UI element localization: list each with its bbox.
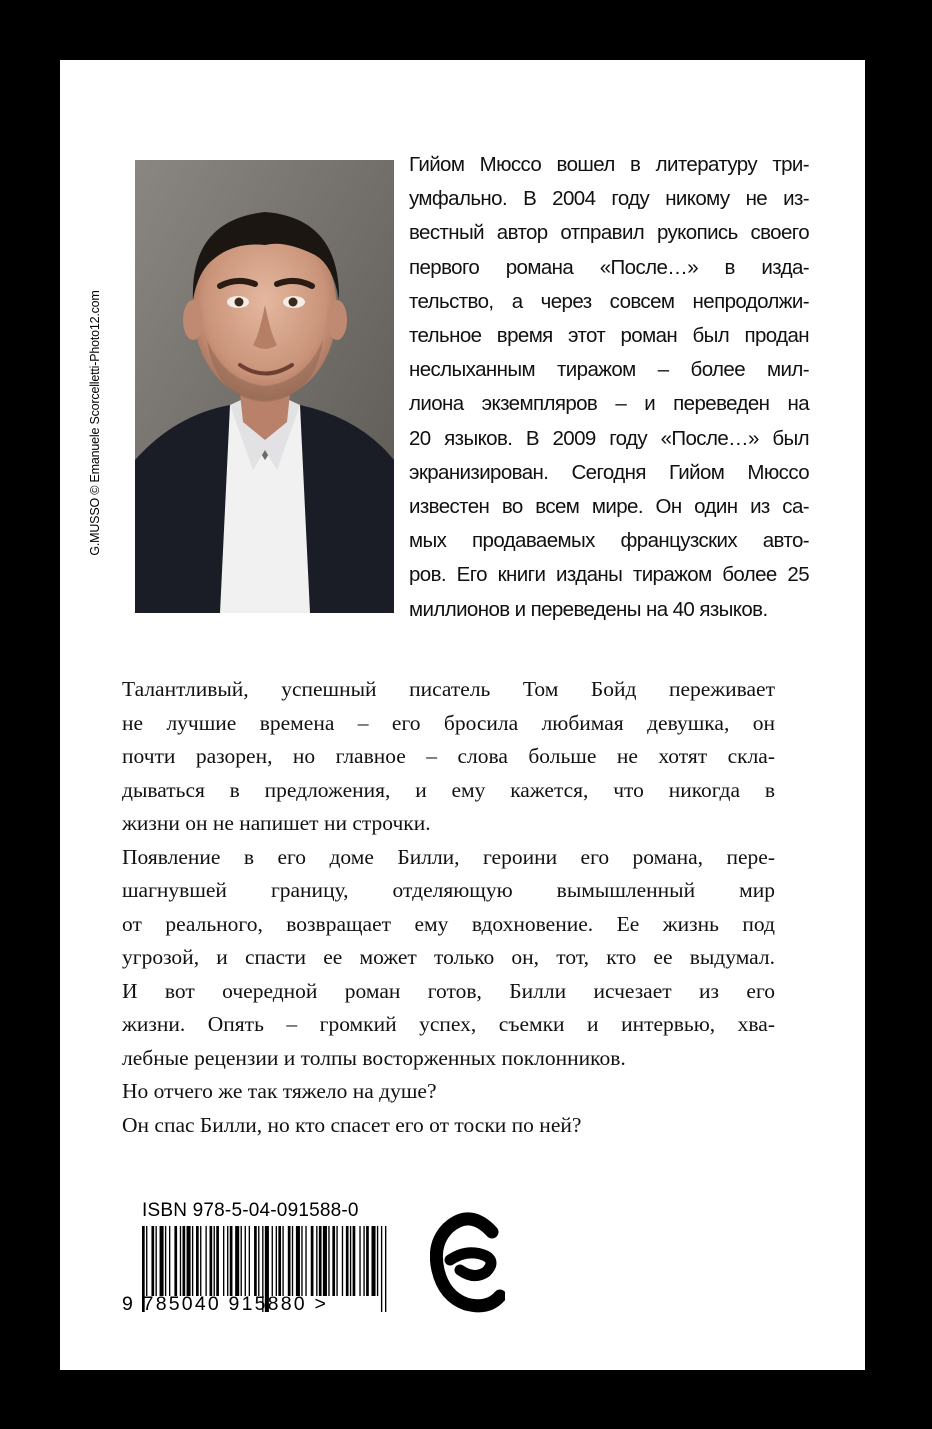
author-bio [409, 148, 809, 627]
summary-line: почти разорен, но главное – слова больше не хотят скла- [122, 744, 775, 768]
barcode-bar [377, 1226, 378, 1296]
back-cover [60, 60, 865, 1370]
bio-line: Гийом Мюссо вошел в литературу три- [409, 153, 809, 176]
summary-line: жизни. Опять – громкий успех, съемки и интервью, хва- [122, 1012, 775, 1036]
summary-line: жизни он не напишет ни строчки. [122, 811, 431, 835]
summary-line: лебные рецензии и толпы восторженных поклонников. [122, 1045, 626, 1070]
barcode-bar [245, 1226, 246, 1296]
barcode-bar [272, 1226, 273, 1296]
barcode-bar [381, 1226, 382, 1312]
barcode-bar [278, 1226, 281, 1296]
bio-line: ров. Его книги изданы тиражом более 25 [409, 563, 809, 587]
barcode-bar [187, 1226, 191, 1296]
bio-line: неслыханным тиражом – более мил- [409, 358, 809, 382]
summary-line: от реального, возвращает ему вдохновение. Ее жизнь под [122, 911, 775, 936]
barcode-bar [276, 1226, 277, 1296]
barcode-bar [316, 1226, 317, 1296]
barcode-bar [359, 1226, 360, 1296]
barcode-bar [366, 1226, 369, 1296]
barcode-bar [346, 1226, 349, 1296]
barcode-bar [342, 1226, 343, 1296]
barcode-bar [156, 1226, 157, 1296]
barcode-bar [227, 1226, 228, 1296]
barcode-bar [288, 1226, 291, 1296]
barcode-bar [323, 1226, 327, 1296]
barcode-bar [332, 1226, 335, 1296]
barcode-bar [165, 1226, 166, 1296]
barcode-bar [216, 1226, 219, 1296]
barcode-bar [210, 1226, 213, 1296]
barcode-bar [235, 1226, 239, 1296]
summary-line: Он спас Билли, но кто спасет его от тоски по ней? [122, 1112, 582, 1137]
isbn-label: ISBN 978-5-04-091588-0 [142, 1200, 359, 1221]
summary-line: Появление в его доме Билли, героини его романа, пере- [122, 844, 775, 869]
summary-line: дываться в предложения, и ему кажется, что никогда в [122, 777, 775, 802]
barcode-bar [296, 1226, 300, 1296]
barcode-bar [328, 1226, 329, 1296]
barcode-bar [183, 1226, 186, 1296]
barcode-bar [160, 1226, 164, 1296]
summary-line: Но отчего же так тяжело на душе? [122, 1079, 437, 1103]
barcode-bar [192, 1226, 193, 1296]
barcode-bar [151, 1226, 154, 1296]
summary-line: угрозой, и спасти ее может только он, тот, кто ее выдумал. [122, 945, 775, 969]
barcode-bar [350, 1226, 351, 1296]
barcode-bar [258, 1226, 259, 1296]
author-photo [135, 160, 394, 613]
barcode-digits: 9 785040 915880 > [122, 1293, 329, 1315]
barcode-bar [174, 1226, 177, 1296]
barcode-bar [372, 1226, 376, 1296]
barcode-bar [200, 1226, 201, 1296]
barcode-bar [311, 1226, 314, 1296]
bio-line: умфально. В 2004 году никому не из- [409, 187, 809, 211]
bio-line: тельство, а через совсем непродолжи- [409, 289, 809, 313]
barcode-bar [353, 1226, 356, 1296]
barcode-bar [169, 1226, 170, 1296]
barcode-bar [146, 1226, 147, 1296]
barcode-bar [363, 1226, 364, 1296]
barcode-bar [282, 1226, 283, 1296]
summary-line: шагнувшей границу, отделяющую вымышленный мир [122, 878, 775, 902]
photo-credit [86, 230, 104, 615]
eksmo-logo-icon [430, 1210, 505, 1320]
bio-line: мых продаваемых французских авто- [409, 529, 809, 553]
summary-line: Талантливый, успешный писатель Том Бойд переживает [122, 677, 775, 701]
summary-line: И вот очередной роман готов, Билли исчезает из его [122, 978, 775, 1003]
bio-line: известен во всем мире. Он один из са- [409, 495, 809, 519]
bio-line: первого романа «После…» в изда- [409, 255, 809, 279]
bio-line: миллионов и переведены на 40 языков. [409, 597, 768, 621]
bio-line: вестный автор отправил рукопись своего [409, 221, 809, 245]
photo-credit-text: G.MUSSO © Emanuele Scorcelletti-Photo12.com [88, 289, 102, 556]
barcode-bar [385, 1226, 386, 1312]
summary-line: не лучшие времена – его бросила любимая девушка, он [122, 710, 775, 735]
book-summary [122, 673, 775, 1142]
barcode-bar [319, 1226, 322, 1296]
barcode-bar [249, 1226, 250, 1296]
barcode-bar [223, 1226, 224, 1296]
barcode-bar [180, 1226, 181, 1296]
bio-line: тельное время этот роман был продан [409, 324, 809, 348]
bio-line: 20 языков. В 2009 году «После…» был [409, 426, 809, 450]
barcode-bar [305, 1226, 306, 1296]
barcode-bar [230, 1226, 233, 1296]
barcode-bar [214, 1226, 215, 1296]
barcode-bar [241, 1226, 242, 1296]
bio-line: лиона экземпляров – и переведен на [409, 392, 809, 416]
barcode-bar [196, 1226, 199, 1296]
barcode-bar [336, 1226, 337, 1296]
bio-line: экранизирован. Сегодня Гийом Мюссо [409, 460, 809, 484]
barcode-bar [205, 1226, 206, 1296]
barcode-bar [301, 1226, 302, 1296]
author-portrait-icon [135, 160, 394, 613]
barcode-bar [292, 1226, 293, 1296]
barcode-bar [254, 1226, 257, 1296]
